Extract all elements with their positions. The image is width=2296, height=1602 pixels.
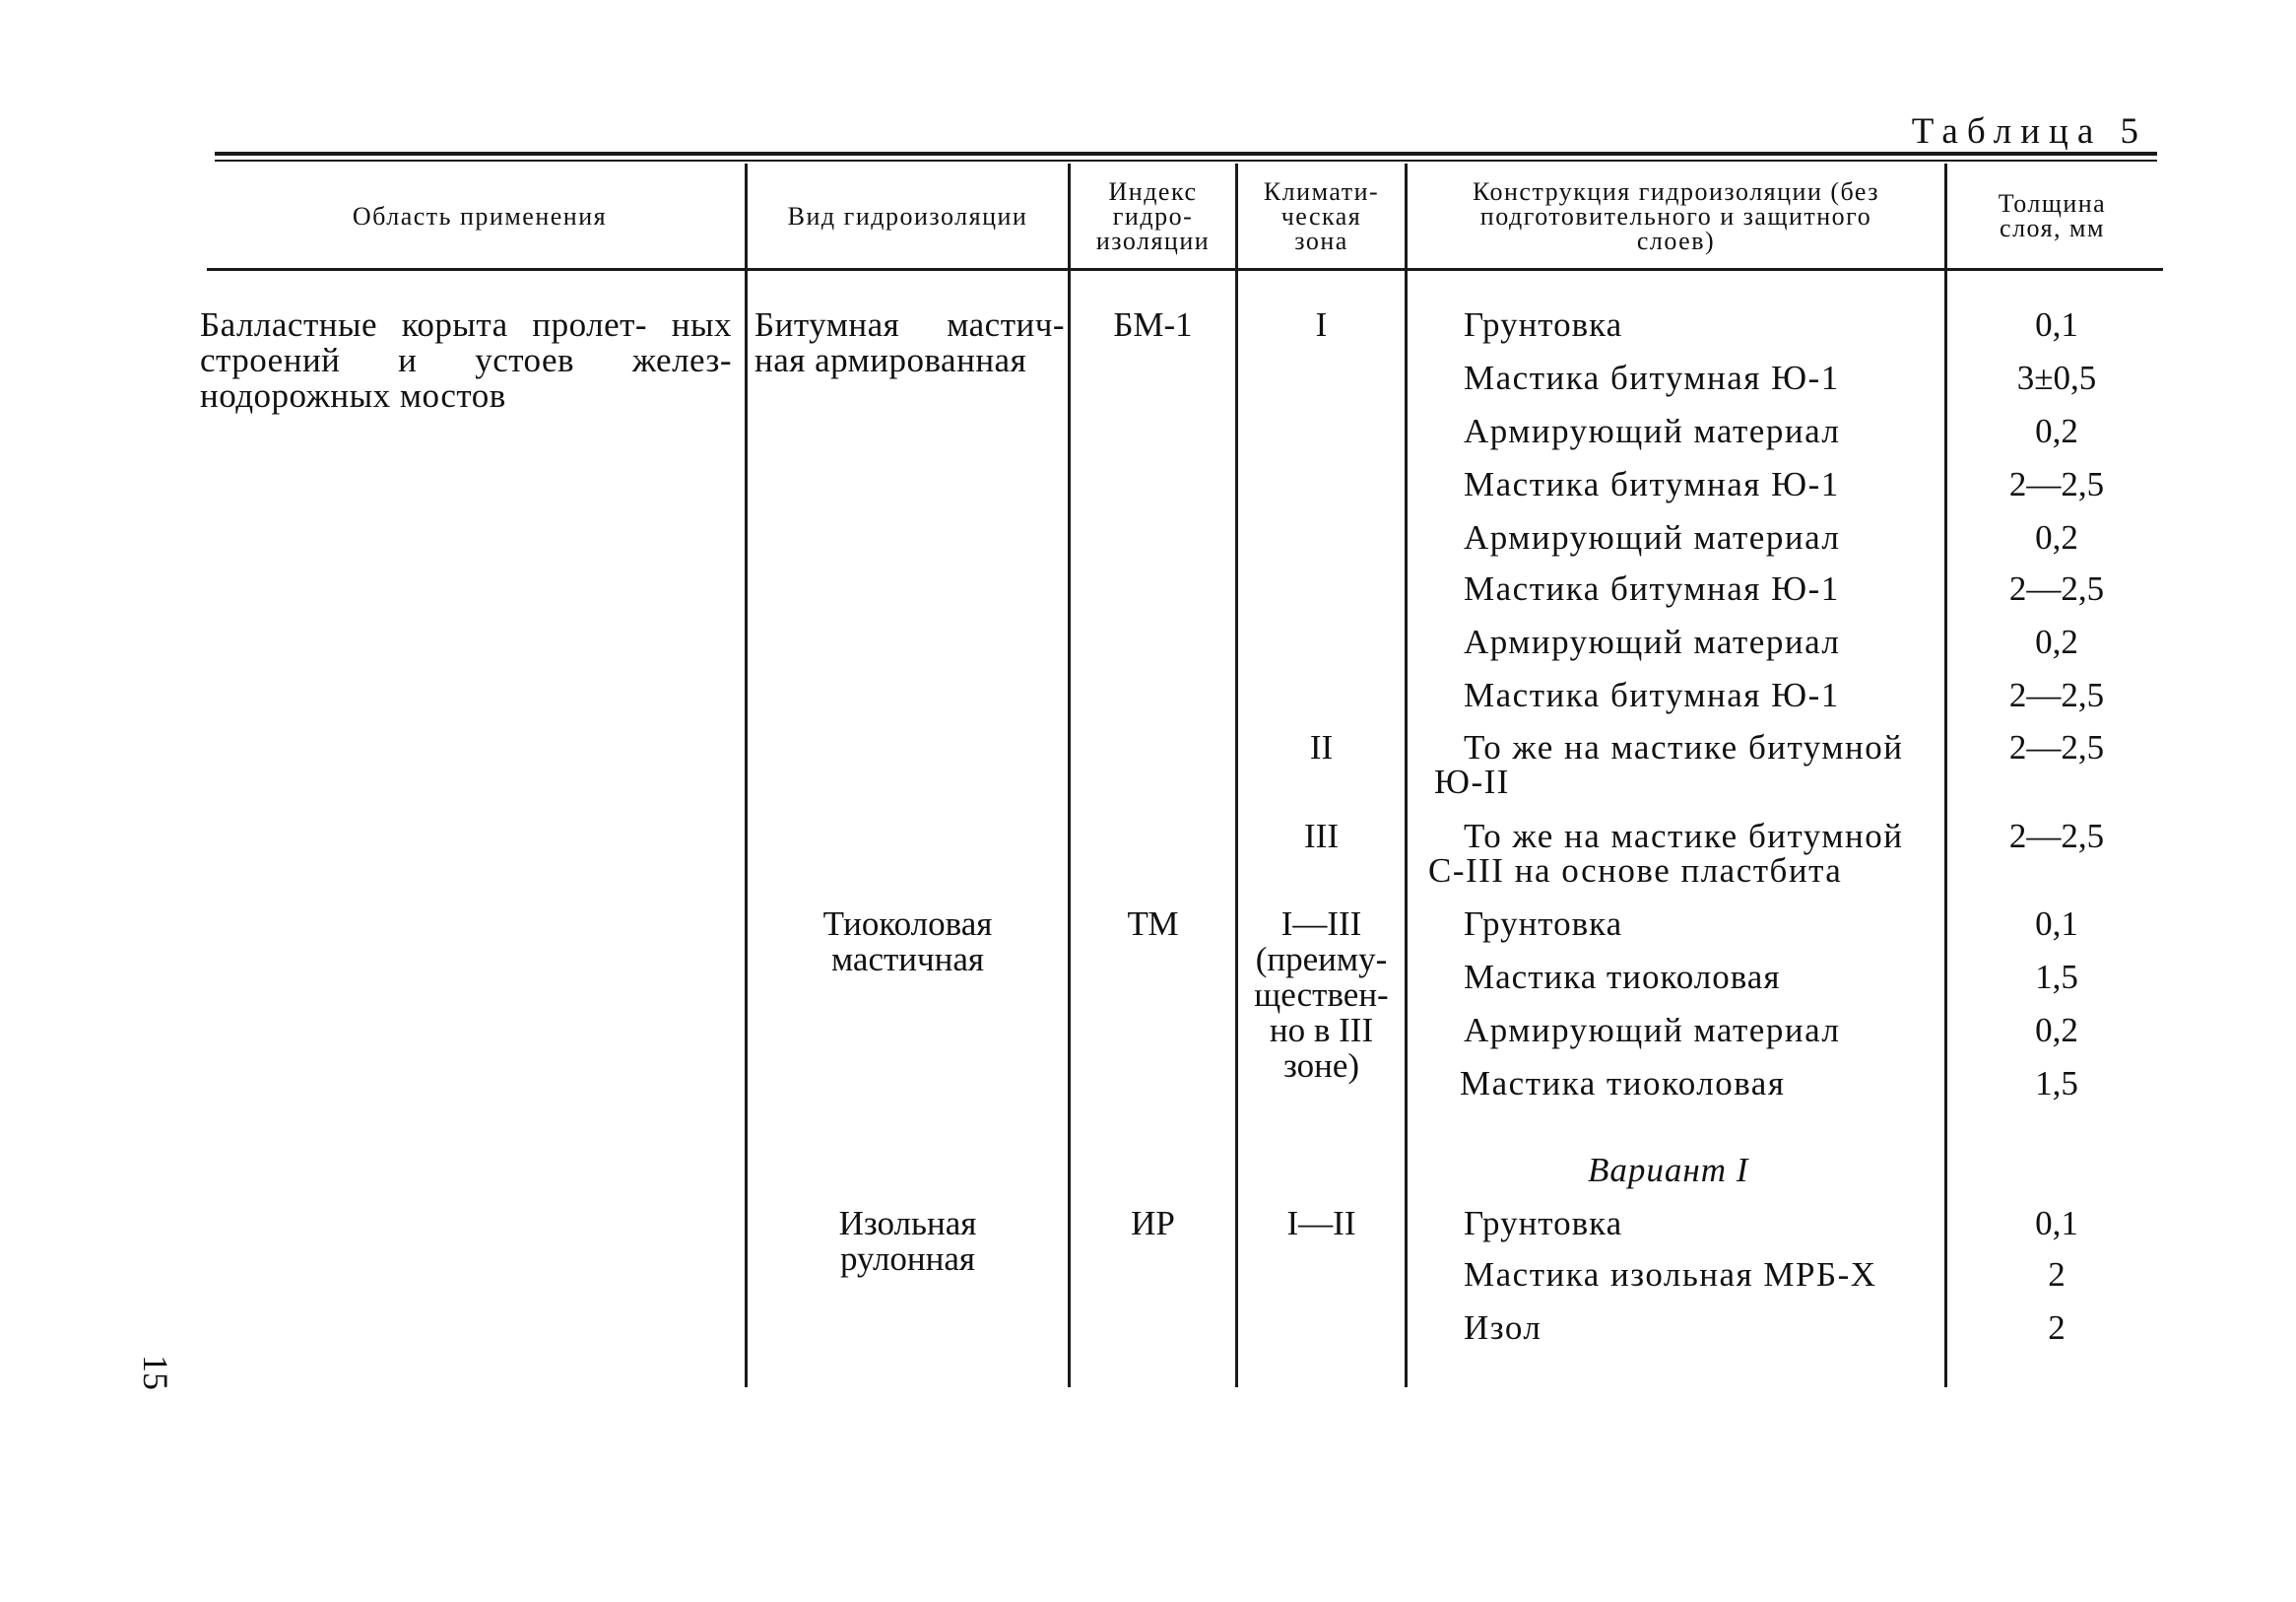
type-izol-line2: рулонная: [839, 1239, 976, 1278]
index-ir: ИР: [1131, 1204, 1175, 1242]
header-bottom-rule: [207, 268, 2163, 271]
layer-name: Мастика битумная Ю-1: [1464, 676, 1840, 714]
header-thickness-text: Толщина слоя, мм: [1998, 189, 2107, 242]
index-tm: ТМ: [1127, 904, 1179, 943]
zone-tm-line3: ществен-: [1254, 975, 1389, 1014]
header-construction: [1408, 164, 1944, 268]
layer-name: Грунтовка: [1464, 1204, 1623, 1242]
zone-tm-line2: (преиму-: [1255, 940, 1388, 978]
layer-thickness: 2—2,5: [2008, 728, 2105, 767]
layer-thickness: 1,5: [2035, 1064, 2078, 1102]
area-of-application: Балластные корыта пролет- ных строений и устоев желез- нодорожных мостов: [200, 305, 732, 415]
layer-thickness: 0,2: [2035, 1011, 2078, 1049]
layer-thickness: 2: [2048, 1255, 2066, 1294]
layer-thickness: 0,1: [2035, 1204, 2078, 1242]
layer-thickness: 2: [2048, 1308, 2066, 1347]
header-area: [215, 164, 745, 268]
header-index: [1071, 164, 1235, 268]
layer-name-continued: Ю-II: [1434, 763, 1510, 801]
col-divider-2: [1068, 164, 1071, 1387]
top-rule-thin: [215, 160, 2157, 162]
index-bm1: БМ-1: [1113, 305, 1193, 344]
layer-name: Мастика битумная Ю-1: [1464, 465, 1840, 503]
header-index-text: Индекс гидро- изоляции: [1095, 176, 1211, 255]
table-caption: Таблица 5: [1911, 111, 2147, 152]
layer-thickness: 2—2,5: [2008, 817, 2105, 855]
layer-thickness: 2—2,5: [2008, 569, 2105, 608]
header-thickness: [1947, 164, 2157, 268]
zone-tm-line4: но в III: [1269, 1011, 1374, 1049]
layer-name: Мастика тиоколовая: [1460, 1064, 1786, 1102]
layer-name-continued: С-III на основе пластбита: [1428, 851, 1843, 890]
layer-thickness: 2—2,5: [2008, 465, 2105, 503]
page-number: 15: [136, 1355, 175, 1390]
layer-name: Мастика изольная МРБ-Х: [1464, 1255, 1877, 1294]
header-type-text: Вид гидроизоляции: [787, 201, 1028, 231]
header-type: [748, 164, 1068, 268]
layer-name: Грунтовка: [1464, 904, 1623, 943]
zone-bm1-ii: II: [1309, 728, 1334, 767]
layer-thickness: 0,1: [2035, 904, 2078, 943]
layer-thickness: 0,2: [2035, 412, 2078, 450]
layer-name: Мастика битумная Ю-1: [1464, 359, 1840, 397]
layer-name: Армирующий материал: [1464, 412, 1841, 450]
zone-tm-line5: зоне): [1282, 1046, 1360, 1085]
type-bitumen: Битумная мастич- ная армированная: [754, 305, 1065, 379]
layer-thickness: 1,5: [2035, 958, 2078, 996]
layer-thickness: 2—2,5: [2008, 676, 2105, 714]
top-rule-thick: [215, 152, 2157, 156]
zone-tm-line1: I—III: [1280, 904, 1362, 943]
zone-bm1-iii: III: [1304, 817, 1339, 855]
layer-name: Грунтовка: [1464, 305, 1623, 344]
layer-thickness: 0,1: [2035, 305, 2078, 344]
layer-thickness: 0,2: [2035, 623, 2078, 661]
layer-name: Армирующий материал: [1464, 1011, 1841, 1049]
layer-name: Армирующий материал: [1464, 623, 1841, 661]
col-divider-3: [1235, 164, 1238, 1387]
zone-bm1-i: I: [1315, 305, 1328, 344]
col-divider-5: [1944, 164, 1947, 1387]
header-zone: [1238, 164, 1405, 268]
layer-name: Мастика битумная Ю-1: [1464, 569, 1840, 608]
layer-name: То же на мастике битумной: [1464, 728, 1904, 767]
variant-label: Вариант I: [1588, 1151, 1749, 1189]
type-thiokol-line1: Тиоколовая: [822, 904, 993, 943]
type-thiokol-line2: мастичная: [831, 940, 984, 978]
header-area-text: Область применения: [352, 201, 608, 231]
layer-thickness: 0,2: [2035, 518, 2078, 557]
layer-thickness: 3±0,5: [2016, 359, 2097, 397]
layer-name: То же на мастике битумной: [1464, 817, 1904, 855]
col-divider-4: [1405, 164, 1408, 1387]
type-izol-line1: Изольная: [838, 1204, 977, 1242]
layer-name: Мастика тиоколовая: [1464, 958, 1781, 996]
layer-name: Армирующий материал: [1464, 518, 1841, 557]
header-zone-text: Климати- ческая зона: [1263, 176, 1380, 255]
header-construction-text: Конструкция гидроизоляции (без подготовительного и защитного слоев): [1472, 176, 1880, 255]
col-divider-1: [745, 164, 748, 1387]
zone-ir: I—II: [1286, 1204, 1356, 1242]
layer-name: Изол: [1464, 1308, 1542, 1347]
